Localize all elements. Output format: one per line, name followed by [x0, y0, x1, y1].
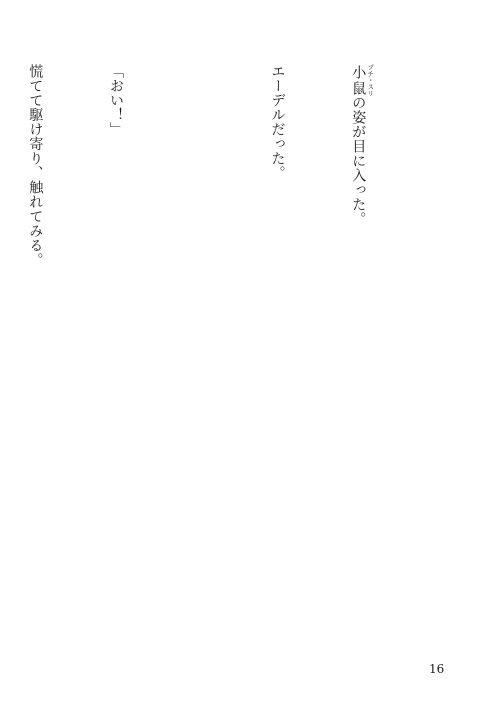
- page-number: 16: [429, 662, 445, 676]
- text-line: 小鼠 プチ・スリの姿が目に入った。: [350, 64, 375, 227]
- text-line: 「おい！」: [108, 64, 125, 137]
- text-line-blank: [183, 64, 210, 654]
- vertical-text-body: [0, 64, 428, 654]
- ruby-annotation: 小鼠 プチ・スリ: [350, 64, 375, 97]
- text-line: エーデルだった。: [269, 64, 286, 180]
- text-line: 慌てて駆け寄り、触れてみる。: [27, 64, 44, 267]
